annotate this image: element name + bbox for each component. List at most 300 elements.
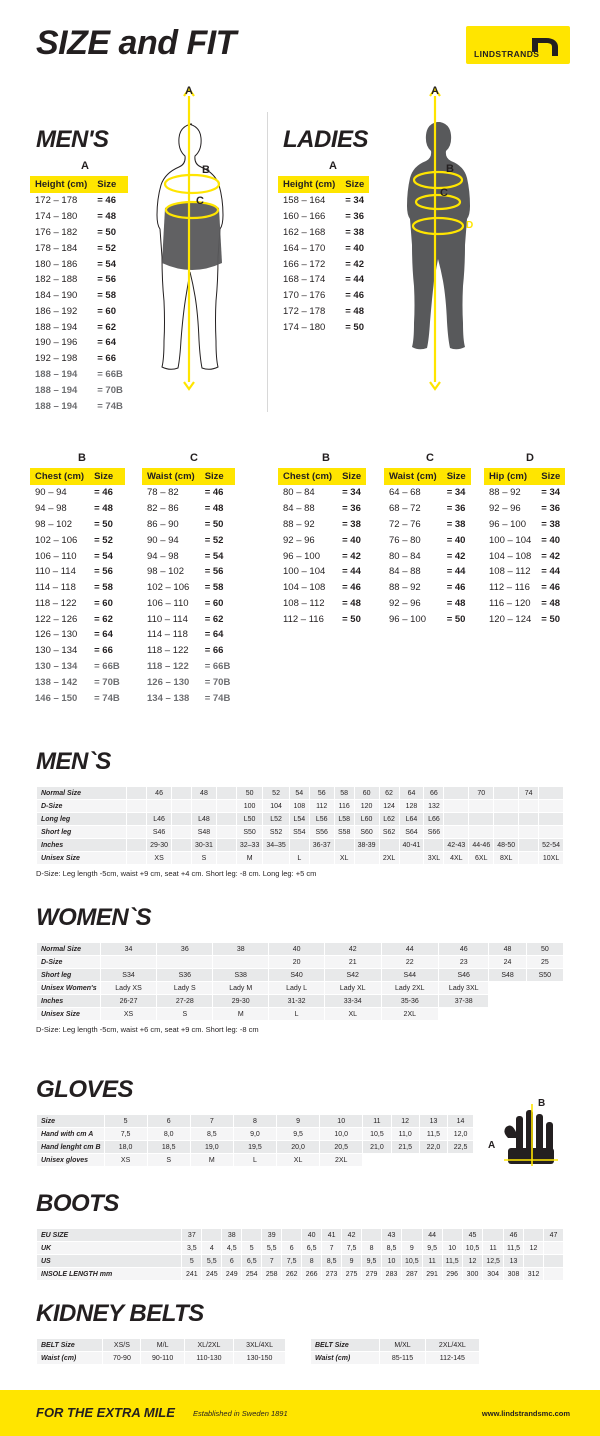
data-cell (539, 800, 564, 813)
size-cell: = 52 (97, 242, 117, 254)
data-cell: 19,0 (190, 1141, 233, 1154)
range-cell: 130 – 134 (35, 660, 78, 672)
table-row (484, 485, 565, 501)
table-row (30, 367, 128, 383)
data-cell: 4XL (444, 852, 469, 865)
table-row (30, 335, 128, 351)
range-cell: 88 – 92 (389, 582, 421, 594)
table-row (484, 611, 565, 627)
table-row (278, 288, 369, 304)
table-row (30, 548, 125, 564)
footer-slogan-b: EXTRA MILE (96, 1405, 175, 1420)
size-cell: = 34 (541, 487, 561, 499)
mens-figure-illustration (140, 86, 260, 416)
data-cell: 56 (309, 787, 334, 800)
data-cell: 66 (424, 787, 444, 800)
col-size: Size (442, 468, 471, 485)
data-cell: 7,5 (282, 1255, 302, 1268)
table-row (37, 1268, 564, 1281)
data-cell (469, 800, 494, 813)
size-cell: = 48 (94, 503, 113, 515)
data-cell (519, 800, 539, 813)
row-header: Hand lenght cm B (37, 1141, 105, 1154)
data-cell: 7,5 (342, 1242, 362, 1255)
col-chest: Chest (cm) (278, 468, 337, 485)
data-cell: 27-28 (157, 995, 213, 1008)
data-cell: 2XL/4XL (425, 1339, 479, 1352)
mens-waist-table-wrap (142, 452, 246, 706)
data-cell: 312 (524, 1268, 544, 1281)
row-header: EU SIZE (37, 1229, 182, 1242)
data-cell: 52 (263, 787, 289, 800)
data-cell: 29-30 (213, 995, 269, 1008)
footer-slogan-a: FOR THE (36, 1405, 97, 1420)
data-cell (213, 956, 269, 969)
size-cell: = 62 (97, 321, 117, 333)
table-row (142, 690, 235, 706)
size-cell: = 42 (345, 258, 365, 270)
table-row (484, 517, 565, 533)
size-cell: = 46 (541, 582, 561, 594)
data-cell: 11,5 (503, 1242, 523, 1255)
data-cell: L46 (147, 813, 172, 826)
data-cell: L (233, 1154, 276, 1167)
range-cell: 184 – 190 (35, 290, 78, 302)
data-cell: 12 (462, 1255, 483, 1268)
size-cell: = 50 (446, 613, 466, 625)
data-cell: S (192, 852, 217, 865)
data-cell: 266 (302, 1268, 322, 1281)
gloves-heading: GLOVES (36, 1076, 134, 1103)
ladies-waist-table-wrap (384, 452, 476, 627)
data-cell: L56 (309, 813, 334, 826)
data-cell: 11,5 (419, 1128, 447, 1141)
data-cell: 12 (524, 1242, 544, 1255)
range-cell: 174 – 180 (35, 211, 78, 223)
size-cell: = 58 (94, 582, 113, 594)
table-row (30, 580, 125, 596)
size-cell: = 44 (342, 566, 361, 578)
range-cell: 162 – 168 (283, 226, 326, 238)
mens-chest-table (30, 468, 125, 706)
range-cell: 68 – 72 (389, 503, 421, 515)
col-height: Height (cm) (30, 176, 92, 193)
data-cell: 10,0 (320, 1128, 363, 1141)
range-cell: 94 – 98 (35, 503, 67, 515)
data-cell: 74 (519, 787, 539, 800)
data-cell: 4 (202, 1242, 222, 1255)
table-row (30, 643, 125, 659)
table-row (142, 548, 235, 564)
data-cell: 21 (324, 956, 381, 969)
data-cell: Lady M (213, 982, 269, 995)
boots-size-chart (36, 1228, 564, 1281)
data-cell: L58 (334, 813, 354, 826)
mens-chest-table-wrap (30, 452, 134, 706)
data-cell: 11 (483, 1242, 504, 1255)
data-cell: 48 (489, 943, 526, 956)
data-cell: S56 (309, 826, 334, 839)
data-cell: 42 (324, 943, 381, 956)
data-cell (444, 826, 469, 839)
data-cell: 37 (182, 1229, 202, 1242)
range-cell: 146 – 150 (35, 692, 78, 704)
table-row (142, 643, 235, 659)
size-cell: = 74B (204, 692, 231, 704)
data-cell (402, 1229, 423, 1242)
glove-label-a: A (488, 1140, 496, 1151)
table-row (37, 852, 564, 865)
table-row (30, 272, 128, 288)
table-row (384, 517, 471, 533)
col-chest: Chest (cm) (30, 468, 89, 485)
data-cell: S38 (213, 969, 269, 982)
table-row (37, 995, 564, 1008)
data-cell (544, 1255, 564, 1268)
table-row (278, 501, 366, 517)
data-cell: 11,0 (391, 1128, 419, 1141)
range-cell: 122 – 126 (35, 613, 78, 625)
size-cell: = 34 (345, 195, 365, 207)
table-row (30, 627, 125, 643)
table-row (37, 813, 564, 826)
row-header: Short leg (37, 826, 127, 839)
data-cell: 9,5 (362, 1255, 382, 1268)
data-cell: 6 (222, 1255, 242, 1268)
table-row (37, 1154, 474, 1167)
range-cell: 88 – 92 (489, 487, 521, 499)
data-cell: 13 (419, 1115, 447, 1128)
table-row (311, 1352, 480, 1365)
data-cell (242, 1229, 262, 1242)
data-cell (172, 839, 192, 852)
size-cell: = 64 (97, 337, 117, 349)
row-header: Inches (37, 839, 127, 852)
data-cell: 8 (362, 1242, 382, 1255)
range-cell: 104 – 108 (283, 582, 326, 594)
mens-chart-note: D-Size: Leg length -5cm, waist +9 cm, seat +4 cm. Short leg: -8 cm. Long leg: +5 cm (36, 869, 317, 878)
size-cell: = 56 (97, 274, 117, 286)
ladies-chest-table-wrap (278, 452, 374, 627)
ladies-height-table (278, 176, 369, 335)
size-cell: = 74B (94, 692, 120, 704)
data-cell (172, 800, 192, 813)
data-cell: S42 (324, 969, 381, 982)
data-cell: 245 (202, 1268, 222, 1281)
footer-established: Established in Sweden 1891 (193, 1409, 288, 1418)
table-row (278, 303, 369, 319)
data-cell: 43 (382, 1229, 402, 1242)
range-cell: 108 – 112 (283, 597, 325, 609)
data-cell: 132 (424, 800, 444, 813)
data-cell: L64 (399, 813, 424, 826)
data-cell: 26-27 (100, 995, 157, 1008)
data-cell: 5 (182, 1255, 202, 1268)
table-row (37, 1115, 474, 1128)
boots-section (36, 1190, 564, 1281)
data-cell: 10 (442, 1242, 462, 1255)
range-cell: 130 – 134 (35, 645, 78, 657)
data-cell: 100 (236, 800, 262, 813)
ladies-waist-letter: C (426, 452, 434, 464)
size-cell: = 38 (342, 518, 361, 530)
size-cell: = 66B (94, 660, 120, 672)
data-cell (399, 852, 424, 865)
table-row (30, 288, 128, 304)
data-cell: S52 (263, 826, 289, 839)
lindstrands-logo (466, 26, 570, 64)
data-cell: 70-90 (103, 1352, 141, 1365)
range-cell: 84 – 88 (389, 566, 421, 578)
range-cell: 104 – 108 (489, 550, 532, 562)
data-cell (127, 839, 147, 852)
table-row (278, 517, 366, 533)
data-cell: S46 (147, 826, 172, 839)
data-cell (334, 839, 354, 852)
data-cell: 5,5 (262, 1242, 282, 1255)
range-cell: 96 – 100 (283, 550, 320, 562)
row-header: Waist (cm) (37, 1352, 103, 1365)
data-cell (539, 787, 564, 800)
data-cell: 90-110 (141, 1352, 184, 1365)
size-cell: = 56 (94, 566, 113, 578)
row-header: BELT Size (311, 1339, 380, 1352)
size-cell: = 42 (446, 550, 466, 562)
data-cell: S44 (381, 969, 438, 982)
data-cell: 6,5 (242, 1255, 262, 1268)
range-cell: 100 – 104 (283, 566, 326, 578)
table-row (30, 611, 125, 627)
size-cell: = 52 (94, 534, 113, 546)
col-size: Size (337, 468, 366, 485)
data-cell: 21,5 (391, 1141, 419, 1154)
range-cell: 188 – 194 (35, 368, 78, 380)
title-and: and (118, 24, 178, 62)
table-row (37, 1255, 564, 1268)
data-cell: 9 (342, 1255, 362, 1268)
data-cell: 249 (222, 1268, 242, 1281)
range-cell: 160 – 166 (283, 211, 326, 223)
range-cell: 186 – 192 (35, 305, 78, 317)
ladies-heading: LADIES (283, 126, 369, 153)
table-row (384, 564, 471, 580)
data-cell: Lady XL (324, 982, 381, 995)
table-row (384, 595, 471, 611)
range-cell: 110 – 114 (35, 566, 76, 578)
table-row (37, 1352, 286, 1365)
size-cell: = 70B (204, 676, 231, 688)
range-cell: 134 – 138 (147, 692, 190, 704)
range-cell: 120 – 124 (489, 613, 532, 625)
range-cell: 80 – 84 (283, 487, 315, 499)
data-cell: 38-39 (354, 839, 379, 852)
table-row (278, 485, 366, 501)
ladies-figure-illustration (390, 86, 510, 416)
data-cell: 33-34 (324, 995, 381, 1008)
data-cell: 124 (379, 800, 399, 813)
data-cell: 36 (157, 943, 213, 956)
data-cell: 10,5 (402, 1255, 423, 1268)
data-cell: XL (334, 852, 354, 865)
data-cell: 25 (526, 956, 563, 969)
range-cell: 96 – 100 (389, 613, 426, 625)
size-cell: = 36 (342, 503, 361, 515)
data-cell: 22,0 (419, 1141, 447, 1154)
table-row (484, 548, 565, 564)
data-cell: 38 (222, 1229, 242, 1242)
size-cell: = 50 (541, 613, 561, 625)
size-cell: = 46 (94, 487, 113, 499)
range-cell: 100 – 104 (489, 534, 532, 546)
data-cell (282, 1229, 302, 1242)
range-cell: 72 – 76 (389, 518, 421, 530)
table-row (30, 595, 125, 611)
size-cell: = 54 (204, 550, 224, 562)
table-row (311, 1339, 480, 1352)
size-cell: = 64 (204, 629, 224, 641)
range-cell: 138 – 142 (35, 676, 78, 688)
table-row (384, 501, 471, 517)
table-row (30, 674, 125, 690)
range-cell: 112 – 116 (283, 613, 324, 625)
data-cell: 8,5 (382, 1242, 402, 1255)
col-size: Size (89, 468, 125, 485)
size-cell: = 50 (342, 613, 361, 625)
womens-size-chart-section (36, 904, 564, 1034)
data-cell: 7 (190, 1115, 233, 1128)
size-cell: = 48 (446, 597, 466, 609)
data-cell: 21,0 (363, 1141, 391, 1154)
table-row (142, 485, 235, 501)
range-cell: 86 – 90 (147, 518, 179, 530)
data-cell: 120 (354, 800, 379, 813)
row-header: Hand with cm A (37, 1128, 105, 1141)
data-cell (127, 826, 147, 839)
mens-size-chart-section (36, 748, 564, 878)
table-row (30, 225, 128, 241)
data-cell (524, 1255, 544, 1268)
data-cell: 130-150 (234, 1352, 286, 1365)
glove-label-b: B (538, 1098, 546, 1109)
range-cell: 92 – 96 (389, 597, 421, 609)
data-cell (127, 800, 147, 813)
range-cell: 174 – 180 (283, 321, 326, 333)
range-cell: 90 – 94 (147, 534, 179, 546)
data-cell: 279 (362, 1268, 382, 1281)
data-cell (469, 813, 494, 826)
range-cell: 102 – 106 (147, 582, 190, 594)
data-cell: 31-32 (269, 995, 325, 1008)
data-cell: 24 (489, 956, 526, 969)
data-cell (172, 826, 192, 839)
size-cell: = 38 (541, 518, 561, 530)
size-cell: = 62 (94, 613, 113, 625)
data-cell: 5,5 (202, 1255, 222, 1268)
data-cell: 18,5 (147, 1141, 190, 1154)
range-cell: 164 – 170 (283, 242, 326, 254)
footer-website[interactable]: www.lindstrandsmc.com (481, 1409, 570, 1418)
size-cell: = 66B (204, 660, 231, 672)
table-row (484, 595, 565, 611)
range-cell: 88 – 92 (283, 518, 315, 530)
data-cell: L54 (289, 813, 309, 826)
data-cell: 32–33 (236, 839, 262, 852)
table-row (278, 193, 369, 209)
table-row (37, 1008, 564, 1021)
ladies-hip-table (484, 468, 565, 627)
table-row (30, 501, 125, 517)
data-cell: XL (324, 1008, 381, 1021)
table-row (30, 382, 128, 398)
range-cell: 112 – 116 (489, 582, 530, 594)
data-cell (172, 852, 192, 865)
range-cell: 172 – 178 (35, 195, 78, 207)
data-cell: 8XL (494, 852, 519, 865)
data-cell: 9 (277, 1115, 320, 1128)
size-cell: = 48 (204, 503, 224, 515)
size-cell: = 54 (97, 258, 117, 270)
data-cell: 70 (469, 787, 494, 800)
data-cell: L62 (379, 813, 399, 826)
data-cell: 22 (381, 956, 438, 969)
row-header: D-Size (37, 800, 127, 813)
data-cell: 10 (320, 1115, 363, 1128)
table-row (142, 595, 235, 611)
col-height: Height (cm) (278, 176, 340, 193)
table-row (278, 225, 369, 241)
table-row (278, 580, 366, 596)
data-cell: 11 (422, 1255, 442, 1268)
data-cell: 262 (282, 1268, 302, 1281)
range-cell: 114 – 118 (35, 582, 76, 594)
data-cell: XL (277, 1154, 320, 1167)
data-cell: 3XL (424, 852, 444, 865)
womens-size-chart (36, 942, 564, 1021)
data-cell: Lady 3XL (439, 982, 489, 995)
range-cell: 114 – 118 (147, 629, 188, 641)
data-cell: 20,5 (320, 1141, 363, 1154)
data-cell (172, 787, 192, 800)
logo-brand-text: LINDSTRANDS (474, 49, 540, 59)
row-header: BELT Size (37, 1339, 103, 1352)
size-cell: = 36 (446, 503, 466, 515)
data-cell: 44-46 (469, 839, 494, 852)
table-row (278, 548, 366, 564)
size-cell: = 58 (204, 582, 224, 594)
data-cell: S50 (236, 826, 262, 839)
table-row (30, 690, 125, 706)
womens-chart-note: D-Size: Leg length -5cm, waist +6 cm, seat +9 cm. Short leg: -8 cm (36, 1025, 259, 1034)
range-cell: 116 – 120 (489, 597, 531, 609)
row-header: Normal Size (37, 943, 101, 956)
range-cell: 182 – 188 (35, 274, 78, 286)
data-cell (483, 1229, 504, 1242)
label-a: A (431, 86, 439, 97)
range-cell: 106 – 110 (35, 550, 77, 562)
col-size: Size (536, 468, 565, 485)
data-cell: L (269, 1008, 325, 1021)
table-row (278, 319, 369, 335)
data-cell: 20 (269, 956, 325, 969)
size-cell: = 46 (345, 290, 365, 302)
data-cell: 296 (442, 1268, 462, 1281)
table-row (384, 548, 471, 564)
data-cell: 85-115 (380, 1352, 425, 1365)
size-cell: = 48 (97, 211, 117, 223)
size-cell: = 34 (342, 487, 361, 499)
label-b: B (446, 163, 454, 175)
size-cell: = 56 (204, 566, 224, 578)
